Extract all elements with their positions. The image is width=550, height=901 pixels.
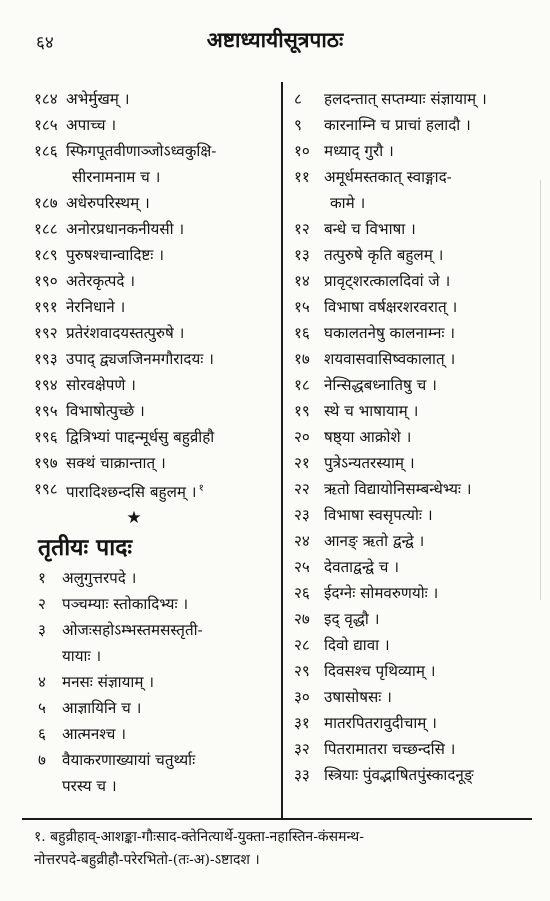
footnote-line: १. बहुव्रीहाव्-आशङ्का-गौःसाद-क्तेनित्यार्थे-युक्ता-नहास्तिन-कंसमन्थ- — [34, 829, 364, 845]
sutra-text — [324, 684, 530, 710]
sutra-number: १८५ — [34, 116, 58, 134]
sutra-row — [294, 164, 530, 216]
sutra-text — [324, 112, 530, 138]
section-heading: तृतीयः पादः — [38, 534, 133, 562]
sutra-text — [66, 450, 274, 476]
right-column — [294, 86, 530, 788]
sutra-number: १९ — [294, 402, 310, 420]
sutra-row — [294, 320, 530, 346]
sutra-row — [294, 476, 530, 502]
sutra-text-line: विभाषा स्वसृपत्योः । — [324, 506, 433, 524]
sutra-text-line: ईदग्नेः सोमवरुणयोः । — [324, 584, 439, 602]
sutra-row — [294, 112, 530, 138]
sutra-row — [34, 747, 274, 799]
sutra-number: ३ — [38, 621, 46, 640]
sutra-text — [324, 346, 530, 372]
sutra-text — [324, 320, 530, 346]
sutra-text — [324, 554, 530, 580]
sutra-text — [62, 747, 274, 799]
footnote-line: नोत्तरपदे-बहुव्रीहौ-परेरभितो-(तः-अ)-ऽष्टादश । — [34, 852, 260, 868]
sutra-text — [66, 320, 274, 346]
sutra-text-line: वैयाकरणाख्यायां चतुर्थ्याः — [62, 751, 196, 770]
sutra-text — [66, 138, 274, 190]
sutra-number: १० — [294, 142, 310, 160]
sutra-number: ८ — [294, 90, 302, 108]
sutra-row — [34, 372, 274, 398]
sutra-text — [66, 112, 274, 138]
sutra-row — [294, 502, 530, 528]
sutra-text-line: घकालतनेषु कालनाम्नः । — [324, 324, 456, 342]
sutra-text-line: मध्याद् गुरौ । — [324, 142, 394, 160]
sutra-text-line: कारनाम्नि च प्राचां हलादौ । — [324, 116, 471, 134]
sutra-row — [294, 424, 530, 450]
sutra-number: २० — [294, 428, 310, 446]
sutra-row — [294, 554, 530, 580]
column-divider — [281, 82, 283, 818]
left-column — [34, 86, 274, 799]
sutra-text-line: अपाच्च । — [66, 116, 117, 134]
sutra-number: १९१ — [34, 298, 58, 316]
sutra-row — [294, 346, 530, 372]
sutra-text-line: प्रावृट्शरत्कालदिवां जे । — [324, 272, 451, 290]
sutra-row — [294, 762, 530, 788]
sutra-number: १९६ — [34, 428, 58, 446]
footnote-rule — [22, 818, 532, 820]
sutra-row — [34, 721, 274, 747]
sutra-row — [294, 606, 530, 632]
sutra-text — [66, 346, 274, 372]
sutra-row — [34, 242, 274, 268]
sutra-number: २५ — [294, 558, 310, 576]
sutra-text-line: दिवो द्यावा । — [324, 636, 390, 654]
sutra-row — [294, 658, 530, 684]
sutra-text-line: हलदन्तात् सप्तम्याः संज्ञायाम् । — [324, 90, 487, 108]
sutra-text-line: कामे । — [330, 194, 366, 212]
sutra-text-line: नेरनिधाने । — [66, 298, 126, 316]
sutra-text — [324, 476, 530, 502]
sutra-text-line: उषासोषसः । — [324, 688, 392, 706]
sutra-text-line: परस्य च । — [62, 777, 117, 796]
sutra-text-line: स्फिगपूतवीणाञ्जोऽध्वकुक्षि- — [66, 142, 217, 160]
sutra-row — [34, 346, 274, 372]
sutra-text — [324, 242, 530, 268]
sutra-text-line: ऋतो विद्यायोनिसम्बन्धेभ्यः । — [324, 480, 472, 498]
sutra-number: १६ — [294, 324, 310, 342]
sutra-text — [62, 565, 274, 591]
sutra-text — [324, 502, 530, 528]
sutra-row — [34, 617, 274, 669]
sutra-text-line: अतेरकृत्पदे । — [66, 272, 136, 290]
footnote — [34, 826, 534, 872]
sutra-number: २९ — [294, 662, 310, 680]
sutra-text — [66, 190, 274, 216]
sutra-text-line: उपाद् द्व्यजजिनमगौरादयः । — [66, 350, 214, 368]
sutra-text-line: द्वित्रिभ्यां पाद्दन्मूर्धसु बहुव्रीहौ — [66, 428, 215, 446]
section-sutra-list — [34, 565, 274, 799]
sutra-number: १९२ — [34, 324, 58, 342]
sutra-number: २६ — [294, 584, 310, 602]
sutra-text-line: बन्धे च विभाषा । — [324, 220, 416, 238]
sutra-row — [294, 294, 530, 320]
sutra-text — [62, 669, 274, 695]
sutra-text-line: नेन्सिद्धबध्नातिषु च । — [324, 376, 437, 394]
sutra-text-line: अनोरप्रधानकनीयसी । — [66, 220, 185, 238]
sutra-text — [66, 86, 274, 112]
footnote-reference: १ — [198, 483, 204, 494]
sutra-row — [294, 268, 530, 294]
sutra-text-line: षष्ठ्या आक्रोशे । — [324, 428, 412, 446]
sutra-row — [34, 112, 274, 138]
sutra-text — [324, 372, 530, 398]
sutra-text — [66, 294, 274, 320]
sutra-row — [294, 736, 530, 762]
sutra-text — [66, 398, 274, 424]
sutra-number: २४ — [294, 532, 310, 550]
sutra-text-line: पुरुषश्चान्वादिष्टः । — [66, 246, 164, 264]
sutra-number: १५ — [294, 298, 310, 316]
sutra-row — [294, 86, 530, 112]
sutra-row — [34, 591, 274, 617]
sutra-row — [294, 450, 530, 476]
sutra-text — [66, 476, 274, 505]
sutra-row — [34, 398, 274, 424]
sutra-text-line: पुत्रेऽन्यतरस्याम् । — [324, 454, 415, 472]
sutra-text — [324, 762, 530, 788]
sutra-row — [294, 372, 530, 398]
sutra-number: १९८ — [34, 480, 58, 498]
sutra-number: १८ — [294, 376, 310, 394]
sutra-number: ५ — [38, 699, 46, 718]
sutra-number: १८९ — [34, 246, 58, 264]
sutra-text — [66, 424, 274, 450]
sutra-text-line: अधेरुपरिस्थम् । — [66, 194, 150, 212]
sutra-text-line: ओजःसहोऽम्भस्तमसस्तृती- — [62, 621, 203, 640]
sutra-row — [34, 476, 274, 505]
sutra-row — [294, 684, 530, 710]
sutra-text-line: सक्थं चाक्रान्तात् । — [66, 454, 166, 472]
sutra-row — [34, 294, 274, 320]
sutra-text — [62, 721, 274, 747]
sutra-text — [324, 658, 530, 684]
sutra-number: १८८ — [34, 220, 58, 238]
page-header — [0, 26, 550, 66]
sutra-row — [294, 528, 530, 554]
sutra-text-line: विभाषा वर्षक्षरशरवरात् । — [324, 298, 458, 316]
sutra-row — [294, 138, 530, 164]
sutra-number: १३ — [294, 246, 310, 264]
sutra-number: २३ — [294, 506, 310, 524]
sutra-text — [324, 398, 530, 424]
page-title: अष्टाध्यायीसूत्रपाठः — [206, 27, 344, 52]
sutra-number: ३० — [294, 688, 310, 706]
right-sutra-list — [294, 86, 530, 788]
sutra-number: २१ — [294, 454, 310, 472]
sutra-text — [66, 268, 274, 294]
sutra-number: ११ — [294, 168, 310, 186]
sutra-text — [62, 591, 274, 617]
left-sutra-list — [34, 86, 274, 505]
sutra-text-line: आत्मनश्च । — [62, 725, 126, 744]
sutra-number: २ — [38, 595, 46, 614]
sutra-text — [324, 710, 530, 736]
sutra-number: १९४ — [34, 376, 58, 394]
sutra-number: १८७ — [34, 194, 58, 212]
sutra-row — [34, 669, 274, 695]
sutra-text-line: यायाः । — [62, 647, 102, 666]
sutra-text — [324, 736, 530, 762]
sutra-text-line: अमूर्धमस्तकात् स्वाङ्गाद- — [324, 168, 452, 186]
sutra-text — [324, 164, 530, 216]
sutra-text-line: शयवासवासिष्वकालात् । — [324, 350, 456, 368]
sutra-row — [34, 268, 274, 294]
page-edge-shadow — [540, 180, 541, 600]
sutra-number: ३२ — [294, 740, 310, 758]
sutra-text — [324, 580, 530, 606]
sutra-text-line: विभाषोत्पुच्छे । — [66, 402, 145, 420]
sutra-text-line: स्त्रियाः पुंवद्भाषितपुंस्कादनूङ् — [324, 766, 474, 784]
sutra-number: ४ — [38, 673, 46, 692]
sutra-row — [294, 242, 530, 268]
sutra-text — [324, 606, 530, 632]
sutra-text — [324, 528, 530, 554]
sutra-text — [324, 632, 530, 658]
sutra-row — [34, 450, 274, 476]
sutra-line-with-footnote — [66, 476, 274, 505]
sutra-text — [324, 138, 530, 164]
sutra-text-line: मातरपितरावुदीचाम् । — [324, 714, 437, 732]
sutra-text-line: अलुगुत्तरपदे । — [62, 569, 137, 588]
sutra-text-line: आनङ् ऋतो द्वन्द्वे । — [324, 532, 425, 550]
sutra-row — [34, 565, 274, 591]
sutra-number: १८४ — [34, 90, 58, 108]
sutra-row — [34, 695, 274, 721]
sutra-number: १९३ — [34, 350, 58, 368]
sutra-number: १ — [38, 569, 46, 588]
sutra-text-line: अभेर्मुखम् । — [66, 90, 130, 108]
sutra-row — [294, 398, 530, 424]
sutra-row — [34, 86, 274, 112]
sutra-row — [34, 138, 274, 190]
sutra-text-line: पारादिश्छन्दसि बहुलम् । — [66, 483, 197, 502]
sutra-number: ३१ — [294, 714, 310, 732]
sutra-row — [294, 580, 530, 606]
sutra-text-line: तत्पुरुषे कृति बहुलम् । — [324, 246, 444, 264]
sutra-number: १८६ — [34, 142, 58, 160]
sutra-text-line: इद् वृद्धौ । — [324, 610, 380, 628]
sutra-text — [324, 86, 530, 112]
sutra-text — [324, 216, 530, 242]
sutra-row — [294, 632, 530, 658]
sutra-text-line: प्रतेरंशवादयस्तत्पुरुषे । — [66, 324, 185, 342]
sutra-row — [34, 424, 274, 450]
sutra-row — [34, 190, 274, 216]
sutra-text-line: पितरामातरा चच्छन्दसि । — [324, 740, 456, 758]
sutra-row — [34, 320, 274, 346]
sutra-number: ३३ — [294, 766, 310, 784]
sutra-text-line: आज्ञायिनि च । — [62, 699, 142, 718]
sutra-text-line: सीरनामनाम च । — [72, 168, 161, 186]
sutra-row — [294, 216, 530, 242]
sutra-number: ६ — [38, 725, 46, 744]
sutra-text-line: सोरवक्षेपणे । — [66, 376, 136, 394]
sutra-number: २२ — [294, 480, 310, 498]
sutra-number: १९५ — [34, 402, 58, 420]
sutra-text-line: दिवसश्च पृथिव्याम् । — [324, 662, 436, 680]
page-number: ६४ — [36, 33, 54, 53]
sutra-text — [66, 216, 274, 242]
sutra-text-line: पञ्चम्याः स्तोकादिभ्यः । — [62, 595, 189, 614]
sutra-text — [62, 617, 274, 669]
sutra-row — [34, 216, 274, 242]
sutra-text — [324, 450, 530, 476]
star-divider: ★ — [126, 508, 142, 529]
sutra-number: १९० — [34, 272, 58, 290]
sutra-number: १२ — [294, 220, 310, 238]
sutra-number: १९७ — [34, 454, 58, 472]
sutra-number: १४ — [294, 272, 310, 290]
sutra-text — [66, 242, 274, 268]
sutra-text — [324, 294, 530, 320]
sutra-number: ९ — [294, 116, 302, 134]
sutra-number: ७ — [38, 751, 46, 770]
sutra-number: २८ — [294, 636, 310, 654]
sutra-text — [62, 695, 274, 721]
sutra-text — [66, 372, 274, 398]
sutra-number: १७ — [294, 350, 310, 368]
sutra-row — [294, 710, 530, 736]
sutra-text-line: देवताद्वन्द्वे च । — [324, 558, 400, 576]
sutra-text — [324, 268, 530, 294]
sutra-text-line: मनसः संज्ञायाम् । — [62, 673, 155, 692]
sutra-number: २७ — [294, 610, 310, 628]
sutra-text-line: स्थे च भाषायाम् । — [324, 402, 419, 420]
sutra-text — [324, 424, 530, 450]
